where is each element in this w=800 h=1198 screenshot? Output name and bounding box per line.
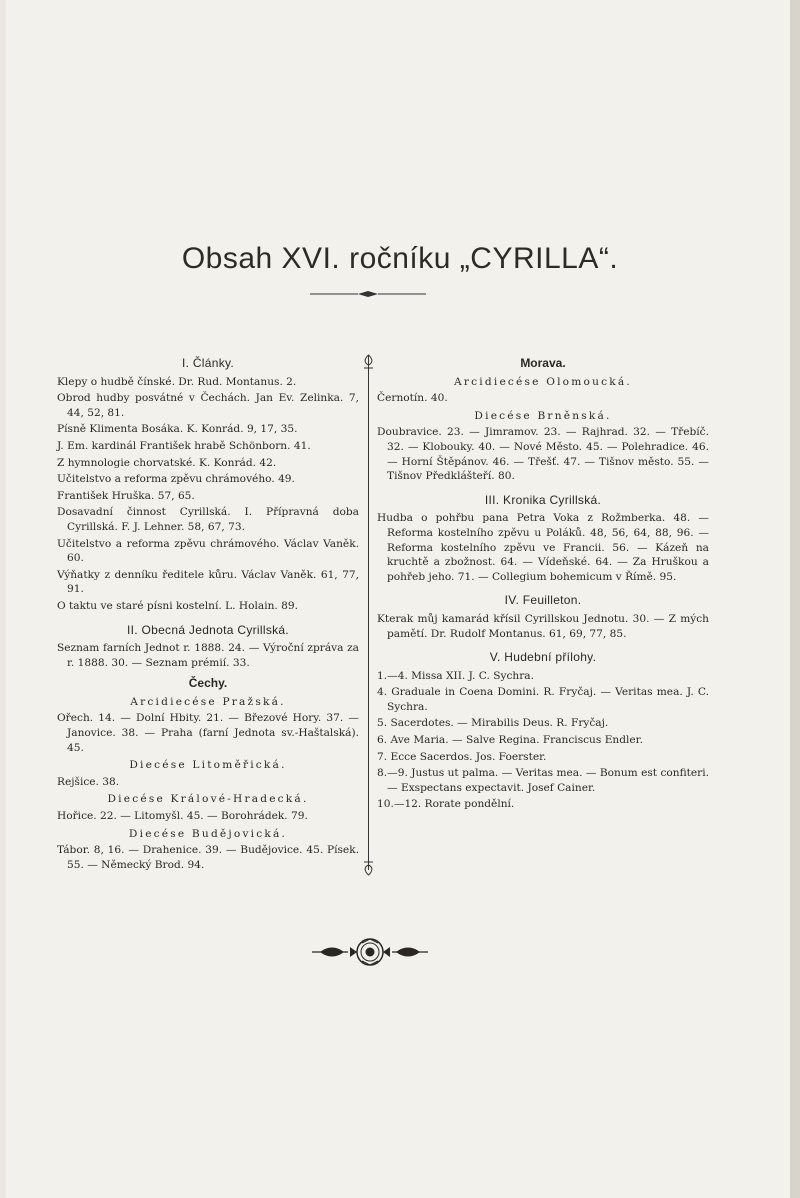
right-column (377, 356, 709, 814)
toc-entry: Dosavadní činnost Cyrillská. I. Přípravná doba Cyrillská. F. J. Lehner. 58, 67, 73. (57, 506, 359, 533)
section-heading-clanky: I. Články. (181, 356, 235, 370)
column-divider (368, 355, 369, 870)
toc-entry: 10.—12. Rorate pondělní. (377, 798, 515, 811)
toc-entry: Seznam farních Jednot r. 1888. 24. — Výroční zpráva za r. 1888. 30. — Seznam prémií. 33. (57, 642, 359, 669)
diocese-heading: Diecése Brněnská. (474, 409, 612, 422)
toc-entry: Ořech. 14. — Dolní Hbity. 21. — Březové Hory. 37. — Janovice. 38. — Praha (farní Jednota sv.-Haštalská). 45. (57, 712, 359, 754)
toc-entry: František Hruška. 57, 65. (57, 489, 195, 502)
divider-bottom-ornament (362, 856, 375, 876)
toc-entry: 7. Ecce Sacerdos. Jos. Foerster. (377, 750, 547, 763)
section-heading-feuilleton: IV. Feuilleton. (504, 593, 582, 608)
title-rule-ornament (310, 288, 426, 300)
toc-entry: Učitelstvo a reforma zpěvu chrámového. Václav Vaněk. 60. (57, 537, 359, 565)
divider-top-ornament (362, 354, 375, 374)
left-column (57, 356, 359, 874)
diocese-heading: Diecése Králové-Hradecká. (107, 793, 309, 806)
toc-entry: 1.—4. Missa XII. J. C. Sychra. (377, 669, 534, 682)
section-heading-obecna-jednota: II. Obecná Jednota Cyrillská. (126, 622, 290, 637)
toc-entry: 8.—9. Justus ut palma. — Veritas mea. — Bonum est confiteri. — Exspectans expectavit. Josef Cainer. (377, 767, 709, 794)
toc-entry: Rejšice. 38. (57, 775, 120, 788)
section-heading-morava: Morava. (520, 356, 566, 370)
page-edge-right (790, 0, 800, 1198)
toc-entry: Obrod hudby posvátné v Čechách. Jan Ev. Zelinka. 7, 44, 52, 81. (57, 392, 359, 419)
toc-entry: Z hymnologie chorvatské. K. Konrád. 42. (57, 456, 277, 469)
toc-entry: Učitelstvo a reforma zpěvu chrámového. 49. (57, 473, 295, 486)
toc-entry: J. Em. kardinál František hrabě Schönborn. 41. (57, 439, 311, 452)
bottom-ornament (310, 936, 430, 968)
toc-entry: Tábor. 8, 16. — Drahenice. 39. — Budějovice. 45. Písek. 55. — Německý Brod. 94. (57, 844, 359, 871)
toc-entry: 4. Graduale in Coena Domini. R. Fryčaj. — Veritas mea. J. C. Sychra. (377, 686, 709, 713)
page-edge-left (0, 0, 6, 1198)
toc-entry: Doubravice. 23. — Jimramov. 23. — Rajhrad. 32. — Třebíč. 32. — Klobouky. 40. — Nové Město. 45. — Polehradice. 46. — Horní Štěpánov. 46. — Třešť. 47. — Tišnov město. 55. — Tišnov Předklášteří. 80. (377, 426, 709, 483)
diocese-heading: Diecése Litoměřická. (129, 759, 287, 772)
toc-entry: Písně Klimenta Bosáka. K. Konrád. 9, 17, 35. (57, 423, 298, 436)
toc-entry: Klepy o hudbě čínské. Dr. Rud. Montanus. 2. (57, 375, 297, 388)
toc-entry: 5. Sacerdotes. — Mirabilis Deus. R. Fryčaj. (377, 717, 609, 730)
diocese-heading: Arcidiecése Olomoucká. (454, 375, 632, 388)
section-heading-cechy: Čechy. (188, 676, 228, 691)
diocese-heading: Arcidiecése Pražská. (130, 695, 286, 708)
toc-entry: 6. Ave Maria. — Salve Regina. Franciscus Endler. (377, 734, 643, 747)
section-heading-kronika: III. Kronika Cyrillská. (484, 492, 602, 507)
diocese-heading: Diecése Budějovická. (128, 827, 288, 840)
page-title: Obsah XVI. ročníku „CYRILLA“. (181, 242, 619, 276)
toc-entry: Hudba o pohřbu pana Petra Voka z Rožmberka. 48. — Reforma kostelního zpěvu u Poláků. 48, 56, 64, 88, 96. — Reforma kostelního zpěvu ve Francii. 56. — Kázeň na kruchtě a zbožnost. 64. — Vídeňské. 64. — Za Hruškou a pohřeb jeho. 71. — Collegium bohemicum v Římě. 95. (377, 512, 709, 583)
toc-entry: Výňatky z denníku ředitele kůru. Václav Vaněk. 61, 77, 91. (57, 568, 359, 596)
toc-entry: O taktu ve staré písni kostelní. L. Holain. 89. (57, 599, 298, 612)
toc-entry: Hořice. 22. — Litomyšl. 45. — Borohrádek. 79. (57, 810, 308, 823)
toc-entry: Kterak můj kamarád křísil Cyrillskou Jednotu. 30. — Z mých pamětí. Dr. Rudolf Montanus. 61, 69, 77, 85. (377, 612, 709, 640)
toc-entry: Černotín. 40. (377, 392, 448, 405)
section-heading-hudebni-prilohy: V. Hudební přílohy. (489, 650, 597, 665)
